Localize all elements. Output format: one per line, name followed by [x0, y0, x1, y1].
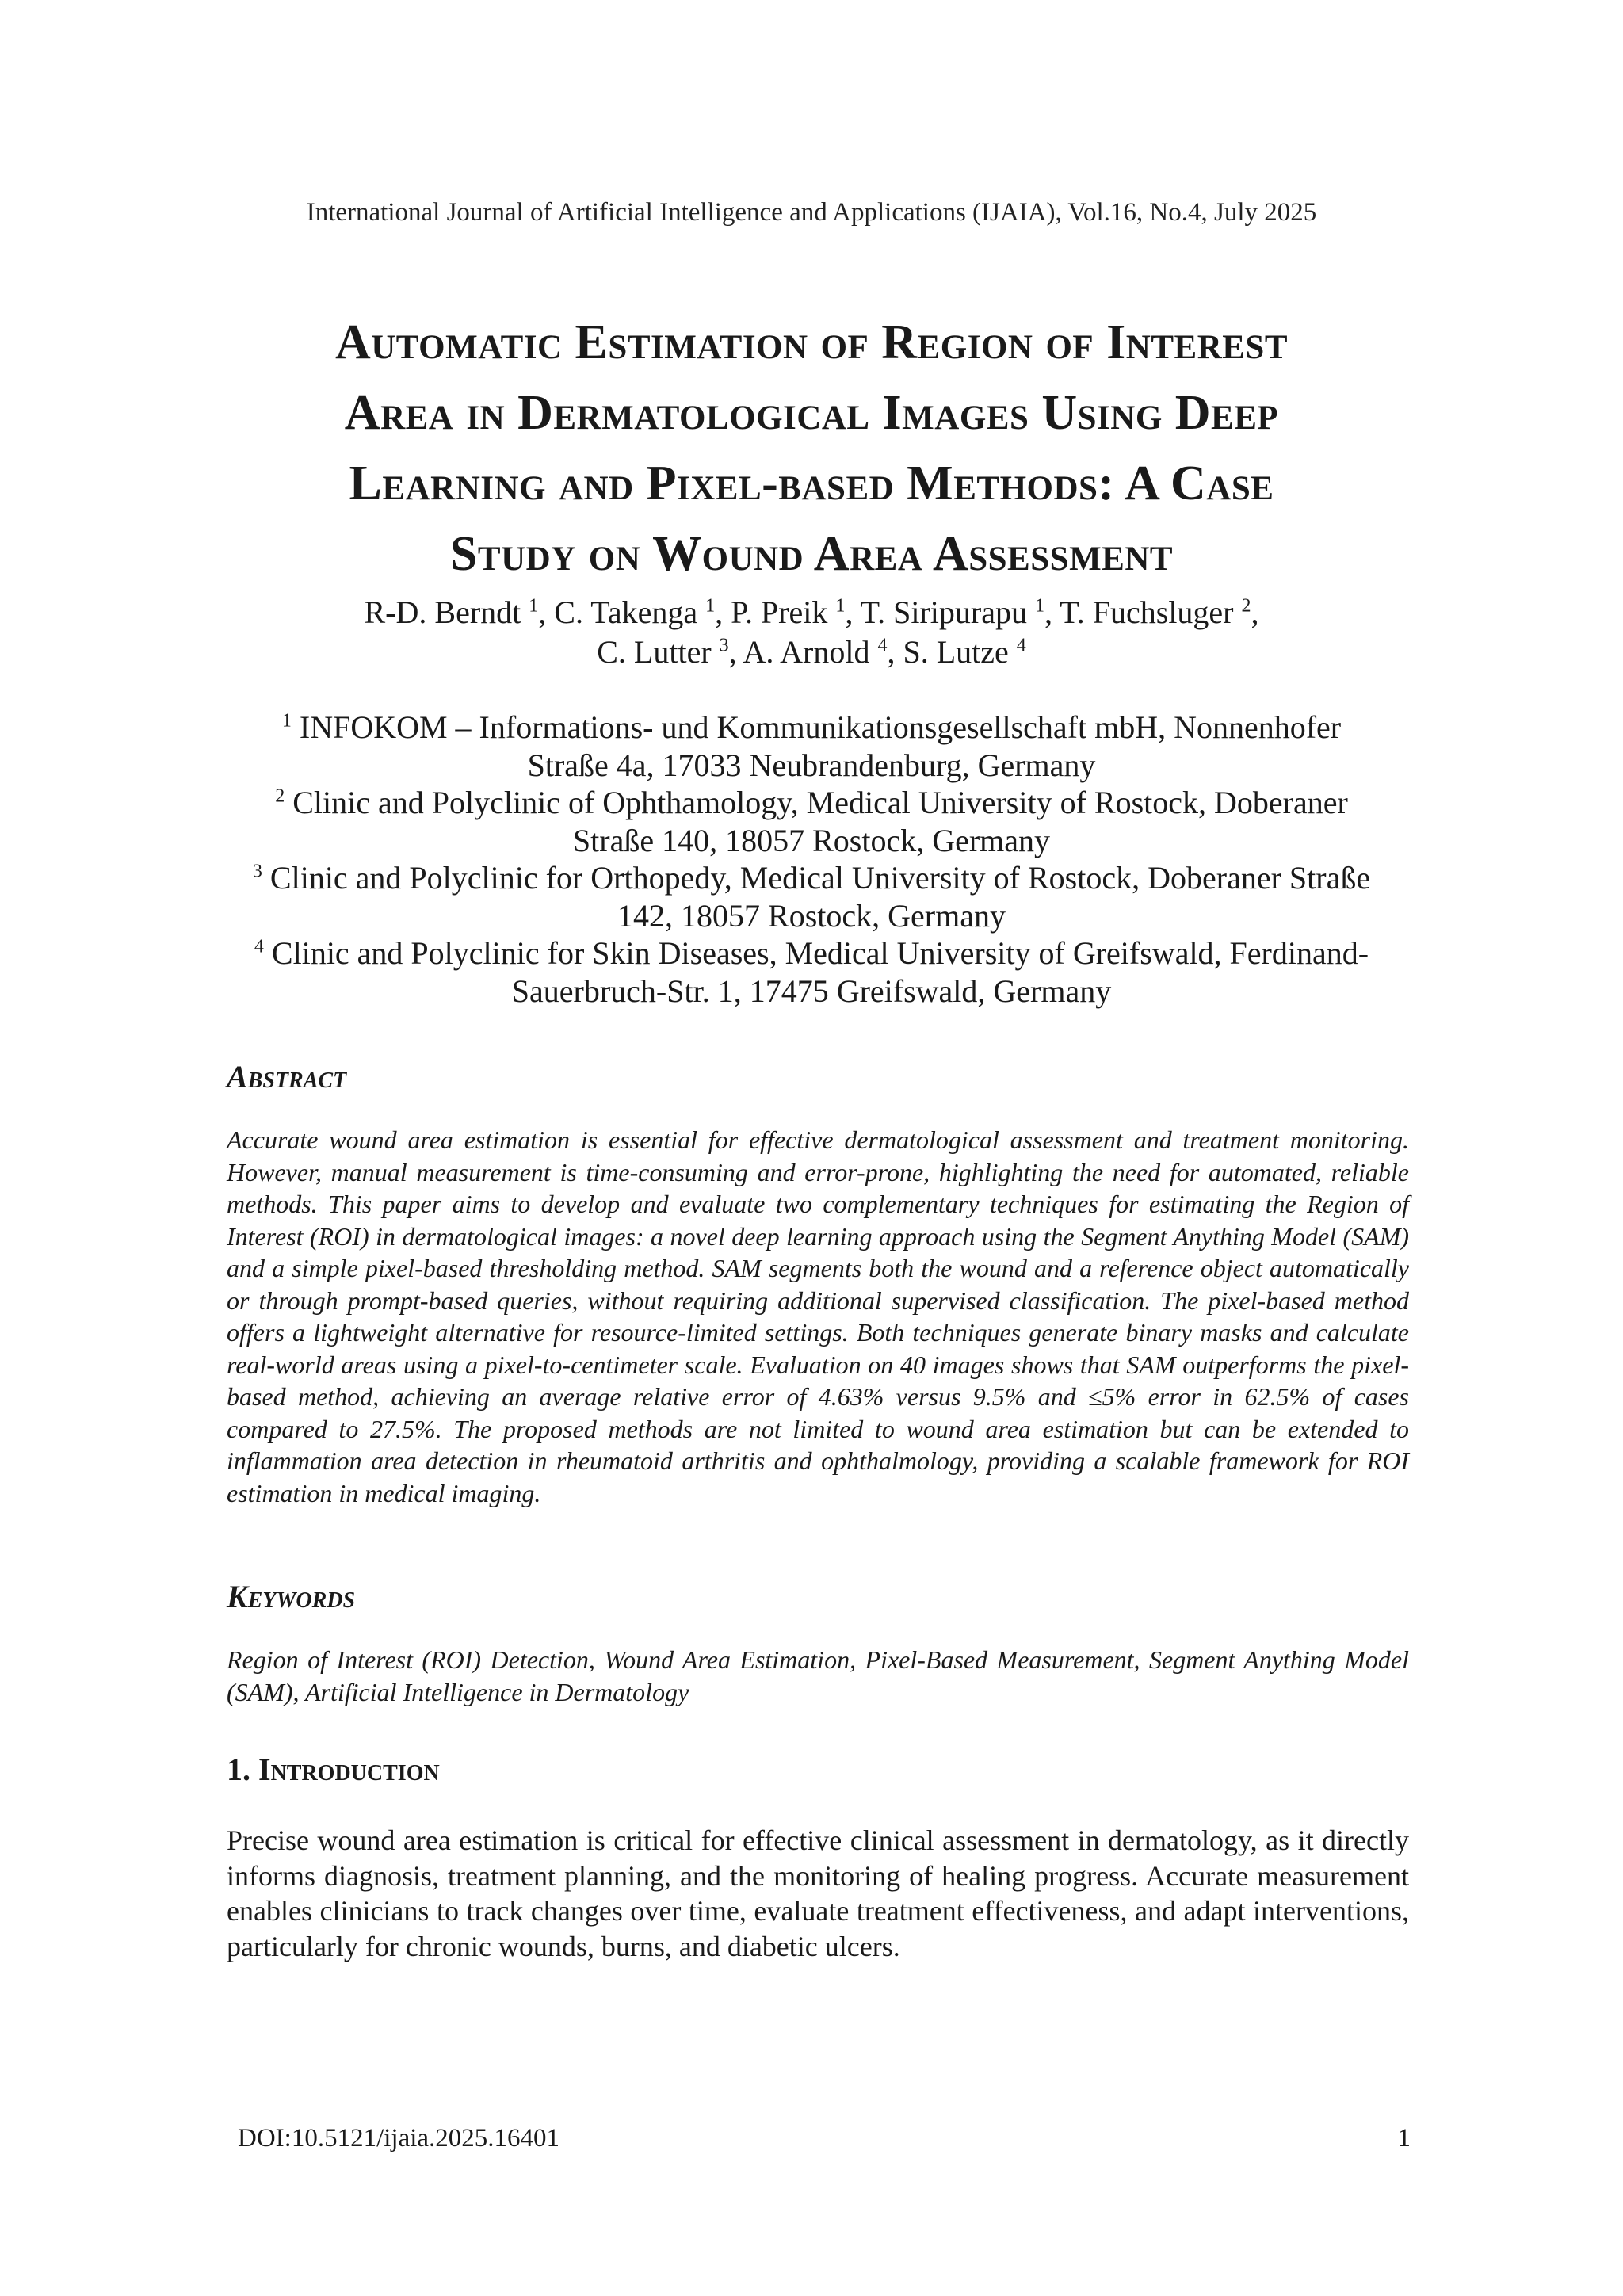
author-affiliation-mark: 1 — [529, 595, 539, 617]
affiliation-text: Clinic and Polyclinic of Ophthamology, Medical University of Rostock, Doberaner — [285, 785, 1348, 820]
introduction-heading: 1. Introduction — [227, 1752, 440, 1787]
affiliation-number: 1 — [281, 710, 292, 732]
introduction-body: Precise wound area estimation is critical for effective clinical assessment in dermatology, as it directly informs diagnosis, treatment planning, and the monitoring of healing progress. Accurate measurement enables clinicians to track changes over time, evaluate treatment effectiveness, and adapt interventions, particularly for chronic wounds, burns, and diabetic ulcers. — [227, 1824, 1409, 1962]
author-affiliation-mark: 4 — [877, 635, 888, 656]
author-line: R-D. Berndt $^1$, C. Takenga $^1$, P. Preik $^1$, T. Siripurapu $^1$, T. Fuchsluger $^2$, — [364, 594, 1259, 630]
author-affiliation-mark: 1 — [1035, 595, 1044, 617]
affiliation-text: INFOKOM – Informations- und Kommunikationsgesellschaft mbH, Nonnenhofer — [291, 709, 1342, 745]
author-name: T. Fuchsluger — [1060, 594, 1234, 630]
affiliation-line: Straße 140, 18057 Rostock, Germany — [572, 822, 1051, 858]
author-affiliation-mark: 1 — [705, 595, 716, 617]
author-affiliation-mark: 1 — [835, 595, 846, 617]
paper-title — [143, 308, 1480, 590]
affiliation-line: 142, 18057 Rostock, Germany — [617, 897, 1006, 934]
author-name: T. Siripurapu — [860, 594, 1027, 630]
abstract-body: Accurate wound area estimation is essential for effective dermatological assessment and treatment monitoring. However, manual measurement is time-consuming and error-prone, highlighting the need for automated, reliable methods. This paper aims to develop and evaluate two complementary techniques for estimating the Region of Interest (ROI) in dermatological images: a novel deep learning approach using the Segment Anything Model (SAM) and a simple pixel-based thresholding method. SAM segments both the wound and a reference object automatically or through prompt-based queries, without requiring additional supervised classification. The pixel-based method offers a lightweight alternative for resource-limited settings. Both techniques generate binary masks and calculate real-world areas using a pixel-to-centimeter scale. Evaluation on 40 images shows that SAM outperforms the pixel-based method, achieving an average relative error of 4.63% versus 9.5% and ≤5% error in 62.5% of cases compared to 27.5%. The proposed methods are not limited to wound area estimation but can be extended to inflammation area detection in rheumatoid arthritis and ophthalmology, providing a scalable framework for ROI estimation in medical imaging. — [227, 1125, 1409, 1507]
title-line: Automatic Estimation of Region of Interest — [334, 315, 1289, 369]
title-line: Study on Wound Area Assessment — [449, 527, 1174, 581]
affiliation-list — [198, 709, 1425, 1010]
affiliation-number: 2 — [275, 785, 285, 807]
keywords-heading: Keywords — [227, 1579, 356, 1614]
affiliation-line: Sauerbruch-Str. 1, 17475 Greifswald, Germany — [511, 972, 1112, 1009]
author-name: P. Preik — [731, 594, 828, 630]
affiliation-number: 3 — [252, 861, 262, 882]
title-line: Area in Dermatological Images Using Deep — [344, 386, 1279, 440]
doi-footer: DOI:10.5121/ijaia.2025.16401 — [238, 2124, 560, 2153]
author-name: S. Lutze — [903, 634, 1009, 670]
author-affiliation-mark: 3 — [719, 635, 729, 656]
author-affiliation-mark: 4 — [1016, 635, 1026, 656]
affiliation-line — [198, 934, 1425, 972]
affiliation — [198, 709, 1425, 784]
affiliation-text: Clinic and Polyclinic for Orthopedy, Medical University of Rostock, Doberaner Straße — [262, 860, 1371, 896]
author-affiliation-mark: 2 — [1241, 595, 1251, 617]
affiliation-line — [198, 859, 1425, 897]
author-list — [143, 593, 1480, 672]
affiliation — [198, 859, 1425, 934]
author-name: C. Lutter — [597, 634, 712, 670]
affiliation-line — [198, 784, 1425, 822]
affiliation — [198, 784, 1425, 859]
author-name: A. Arnold — [743, 634, 870, 670]
affiliation — [198, 934, 1425, 1010]
journal-header: International Journal of Artificial Intelligence and Applications (IJAIA), Vol.16, No.4, July 2025 — [306, 198, 1317, 227]
author-name: R-D. Berndt — [364, 594, 521, 630]
author-line: C. Lutter $^3$, A. Arnold $^4$, S. Lutze $^4$ — [597, 634, 1026, 670]
affiliation-line: Straße 4a, 17033 Neubrandenburg, Germany — [527, 747, 1096, 783]
affiliation-text: Clinic and Polyclinic for Skin Diseases, Medical University of Greifswald, Ferdinand- — [263, 935, 1369, 971]
abstract-heading: Abstract — [227, 1059, 347, 1095]
affiliation-number: 4 — [254, 936, 264, 957]
page-number: 1 — [1397, 2124, 1411, 2153]
keywords-body: Region of Interest (ROI) Detection, Wound Area Estimation, Pixel-Based Measurement, Segment Anything Model (SAM), Artificial Intelligence in Dermatology — [227, 1645, 1409, 1706]
affiliation-line — [198, 709, 1425, 747]
author-name: C. Takenga — [554, 594, 698, 630]
title-line: Learning and Pixel-based Methods: A Case — [349, 457, 1274, 510]
